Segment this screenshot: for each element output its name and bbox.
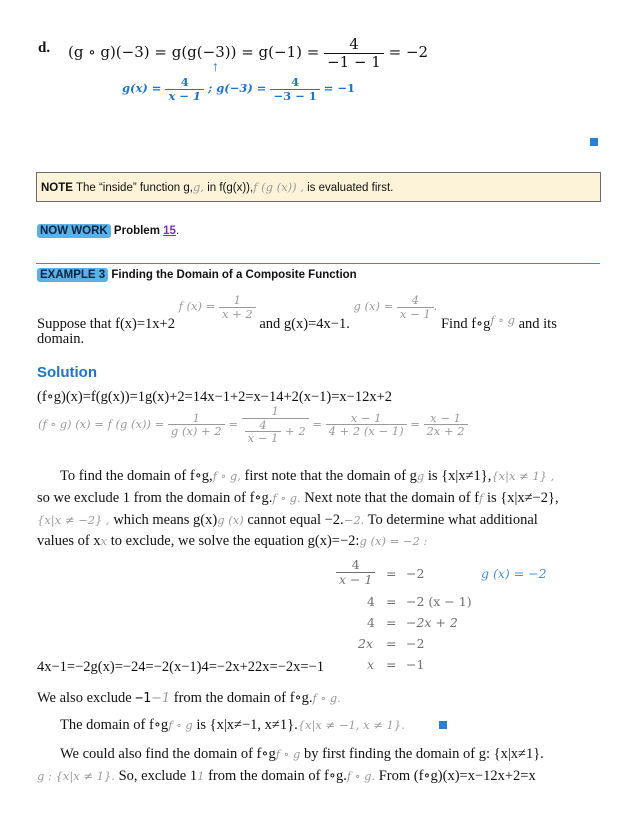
sol-term-2-inner-den: x − 1	[245, 431, 282, 445]
solve-r1-rhs: −2	[406, 566, 425, 581]
solve-r2-lhs: 4	[367, 594, 375, 609]
problem-text-1: Suppose that f(x)=1x+2	[37, 316, 175, 333]
part-d-label: d.	[38, 40, 51, 56]
para3-m2: {x|x ≠ −1, x ≠ 1}.	[297, 718, 405, 732]
sol-eq-sign-3: =	[410, 416, 420, 431]
para1-l2m2: f	[479, 491, 484, 505]
problem-math-g	[350, 293, 441, 321]
para1-l4a: values of x	[37, 533, 101, 549]
para1-l4m: x	[100, 534, 108, 548]
problem-math-fog: f ∘ g	[490, 313, 515, 328]
para1-line3	[37, 512, 538, 529]
para1-l3m: {x|x ≠ −2} ,	[37, 513, 110, 527]
solve-r2-eq: =	[386, 594, 397, 609]
solve-r1-den: x − 1	[336, 572, 375, 587]
para4-l1b: by first finding the domain of g: {x|x≠1}.	[303, 746, 544, 762]
sol-term-3	[326, 412, 407, 438]
section-divider	[36, 263, 600, 264]
part-d-annotation	[122, 76, 355, 102]
end-of-example-marker	[590, 138, 598, 146]
note-text-3: in	[207, 182, 217, 194]
para4-l2b: from the domain of f∘g.	[208, 768, 347, 784]
note-label: NOTE	[41, 182, 73, 194]
solve-row-1-lhs	[336, 558, 375, 587]
solve-r1-eq: =	[386, 566, 397, 581]
annotation-g3-result: = −1	[323, 81, 356, 96]
para2-l1c: from the domain of f∘g.	[173, 690, 313, 706]
annotation-g3-num: 4	[291, 75, 300, 89]
now-work-label: NOW WORK	[37, 224, 111, 238]
up-arrow-icon: ↑	[212, 60, 219, 75]
note-box	[36, 172, 601, 202]
para1-l1m2: g	[416, 469, 425, 483]
sol-term-2	[242, 405, 309, 445]
annotation-g3-den: −3 − 1	[270, 89, 319, 103]
para4-l2m: g : {x|x ≠ 1}.	[37, 769, 115, 783]
para1-l1c: is {x|x≠1},	[427, 468, 492, 484]
solve-r1-note: g (x) = −2	[481, 566, 547, 581]
sol-term-2-num: 1	[271, 404, 279, 418]
problem-text-3: Find f∘g	[440, 316, 491, 333]
para1-l1m: f ∘ g,	[212, 469, 241, 483]
sol-term-3-den: 4 + 2 (x − 1)	[326, 424, 407, 438]
para4-l2a: So, exclude 1	[118, 768, 198, 784]
para4-l1a: We could also find the domain of f∘g	[60, 746, 276, 762]
part-d-eq-result: = −2	[388, 43, 429, 61]
sol-eq-lhs: (f ∘ g) (x) = f (g (x)) =	[38, 416, 165, 431]
sol-term-1-den: g (x) + 2	[168, 424, 225, 438]
example-heading	[37, 269, 357, 281]
math-g-end: .	[433, 299, 438, 314]
sol-term-2-inner-num: 4	[259, 417, 267, 432]
part-d-fraction	[324, 36, 384, 70]
part-d-fraction-den: −1 − 1	[324, 53, 384, 71]
annotation-g-lhs: g(x) =	[122, 81, 162, 96]
sol-term-2-den	[242, 418, 309, 445]
para1-l1m3: {x|x ≠ 1} ,	[491, 469, 555, 483]
para3-line	[60, 717, 405, 734]
note-text-1: The “inside” function	[75, 182, 181, 194]
solve-r4-rhs: −2	[406, 636, 425, 651]
problem-text-2: and g(x)=4x−1.	[259, 316, 350, 333]
math-g-lhs: g (x) =	[353, 299, 394, 314]
solve-r5-lhs: x	[367, 657, 375, 672]
para1-l2b: Next note that the domain of f	[304, 490, 480, 506]
example-label: EXAMPLE 3	[37, 268, 108, 282]
para2-l1a: We also exclude	[37, 690, 132, 706]
note-text-4: f(g(x)),	[219, 182, 254, 194]
para1-l2a: so we exclude 1 from the domain of f∘g.	[37, 490, 273, 506]
math-g-fraction	[397, 294, 434, 320]
annotation-g3-lhs: ; g(−3) =	[207, 81, 267, 96]
note-content	[41, 180, 393, 194]
para2-l1m2: f ∘ g.	[312, 691, 341, 705]
annotation-g3-fraction	[270, 76, 319, 102]
para1-l3m3: −2.	[343, 513, 365, 527]
sol-term-2-inner	[245, 419, 282, 445]
para4-l2c: From (f∘g)(x)=x−12x+2=x	[378, 768, 536, 784]
part-d-fraction-num: 4	[349, 35, 359, 53]
sol-term-4-num: x − 1	[430, 410, 461, 425]
solve-r1-fraction	[336, 558, 375, 587]
solve-r2-rhs: −2 (x − 1)	[406, 594, 472, 609]
para4-line2	[37, 768, 536, 785]
para4-l2m3: f ∘ g.	[346, 769, 376, 783]
para1-line1	[60, 468, 554, 485]
solve-r4-eq: =	[386, 636, 397, 651]
sol-term-4-den: 2x + 2	[424, 424, 468, 438]
sol-term-3-num: x − 1	[350, 410, 382, 425]
solve-r1-num: 4	[351, 557, 360, 572]
note-math-1: g,	[192, 180, 204, 194]
para1-l4m2: g (x) = −2 :	[359, 534, 428, 548]
sol-term-2-plus: + 2	[285, 423, 306, 438]
para1-l1a: To find the domain of f∘g,	[60, 468, 213, 484]
para1-l3c: To determine what additional	[367, 512, 538, 528]
para2-line	[37, 690, 341, 707]
solve-r4-lhs: 2x	[358, 636, 374, 651]
solve-inline-text: 4x−1=−2g(x)=−24=−2(x−1)4=−2x+22x=−2x=−1	[37, 659, 324, 675]
para1-line4	[37, 533, 427, 550]
problem-math-f	[175, 293, 259, 321]
para3-m: f ∘ g	[168, 718, 193, 732]
math-f-den: x + 2	[219, 307, 256, 321]
para1-l1b: first note that the domain of g	[244, 468, 417, 484]
para2-l1m: −1	[135, 691, 151, 706]
note-text-2: g,	[183, 182, 193, 194]
para1-l3a: which means g(x)	[113, 512, 218, 528]
problem-15-link[interactable]: 15	[163, 225, 176, 237]
solve-r5-eq: =	[386, 657, 397, 672]
sol-eq-sign-2: =	[312, 416, 322, 431]
para3-a: The domain of f∘g	[60, 717, 169, 733]
solution-equation	[38, 405, 468, 445]
sol-term-1	[168, 412, 225, 438]
annotation-g-num: 4	[180, 75, 189, 89]
note-math-2: f (g (x)) ,	[253, 180, 304, 194]
para1-l3m2: g (x)	[217, 513, 244, 527]
para4-l1m: f ∘ g	[275, 747, 301, 761]
para2-l1b: −1	[150, 691, 171, 706]
now-work-line	[37, 225, 179, 237]
para1-l2m: f ∘ g.	[272, 491, 301, 505]
solve-r3-lhs: 4	[367, 615, 375, 630]
annotation-g-fraction	[165, 76, 204, 102]
para1-l2c: is {x|x≠−2},	[486, 490, 559, 506]
para3-b: is {x|x≠−1, x≠1}.	[196, 717, 298, 733]
solution-inline-text: (f∘g)(x)=f(g(x))=1g(x)+2=14x−1+2=x−14+2(x−1)=x−12x+2	[37, 389, 393, 405]
solve-r5-rhs: −1	[406, 657, 425, 672]
math-g-num: 4	[411, 293, 419, 307]
para1-line2	[37, 490, 559, 507]
annotation-g-den: x − 1	[165, 89, 204, 103]
sol-eq-sign-1: =	[228, 416, 238, 431]
para1-l4b: to exclude, we solve the equation g(x)=−2:	[110, 533, 360, 549]
part-d-eq-lhs: (g ∘ g)(−3) = g(g(−3)) = g(−1) =	[68, 43, 320, 61]
sol-term-4	[424, 412, 468, 438]
math-f-num: 1	[233, 293, 241, 307]
problem-text-5: domain.	[37, 331, 85, 347]
solution-heading: Solution	[37, 364, 97, 381]
part-d-equation	[68, 36, 428, 70]
para4-l2m2: 1	[197, 769, 205, 783]
example-title: Finding the Domain of a Composite Function	[111, 269, 357, 281]
problem-text-4: and its	[518, 316, 557, 333]
math-f-fraction	[219, 294, 256, 320]
end-of-solution-marker	[439, 721, 447, 729]
now-work-text: Problem	[113, 225, 160, 237]
math-g-den: x − 1	[397, 307, 434, 321]
solve-r3-rhs: −2x + 2	[406, 615, 458, 630]
now-work-period: .	[175, 225, 180, 237]
para4-line1	[60, 746, 544, 763]
para1-l3b: cannot equal −2.	[247, 512, 344, 528]
note-text-5: is evaluated first.	[307, 182, 394, 194]
math-f-lhs: f (x) =	[178, 299, 216, 314]
solve-r3-eq: =	[386, 615, 397, 630]
sol-term-1-num: 1	[192, 410, 200, 425]
